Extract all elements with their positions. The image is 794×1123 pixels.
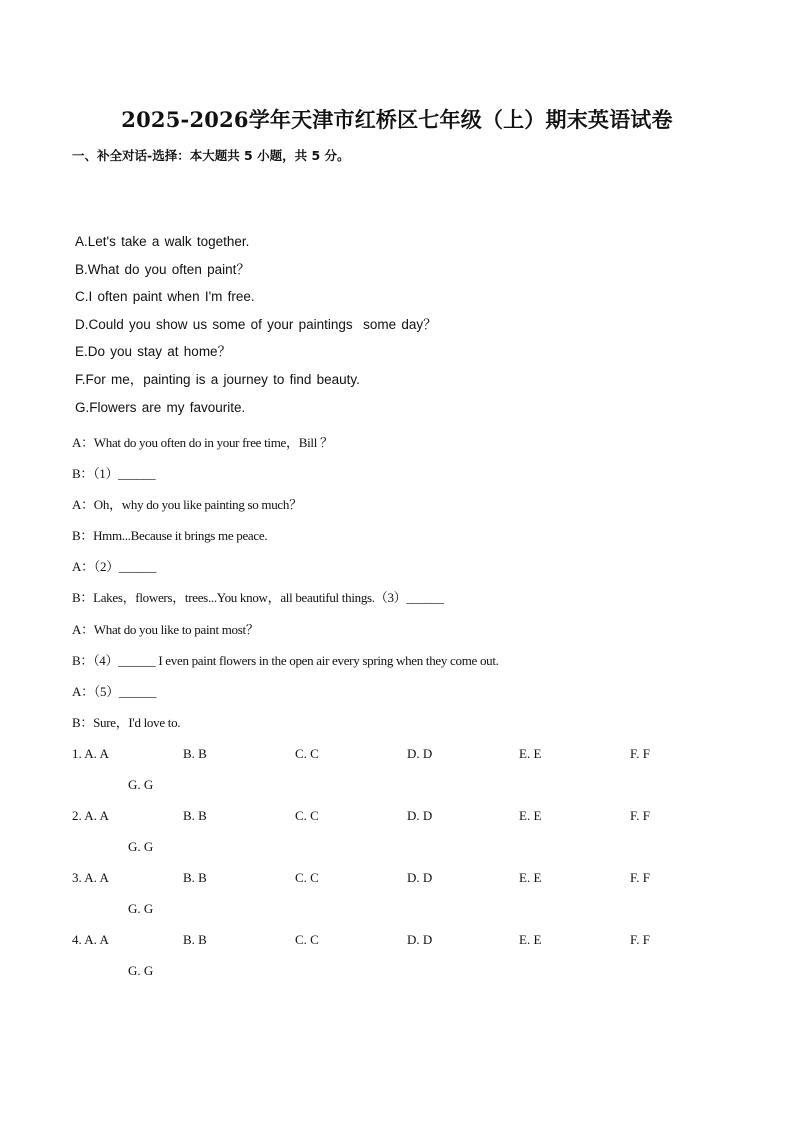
choice-a: A. A: [84, 746, 109, 761]
choice-c[interactable]: C. C: [295, 870, 319, 885]
choice-g[interactable]: G. G: [128, 963, 154, 978]
question-number: 4.: [72, 932, 82, 947]
dialogue-line: B：Lakes，flowers，trees...You know，all beautiful things.（3）______: [72, 590, 444, 606]
option-list: [75, 232, 437, 425]
question-row: [72, 806, 722, 837]
choice-b[interactable]: B. B: [183, 808, 207, 823]
choice-a: A. A: [84, 870, 109, 885]
question-number-and-choice-a[interactable]: [72, 806, 109, 826]
question-number: 1.: [72, 746, 82, 761]
section-heading: 一、补全对话-选择：本大题共 5 小题，共 5 分。: [72, 148, 350, 163]
choice-f[interactable]: F. F: [630, 870, 650, 885]
choice-a: A. A: [84, 808, 109, 823]
option-item: F.For me，painting is a journey to find beauty.: [75, 371, 360, 387]
question-number-and-choice-a[interactable]: [72, 868, 109, 888]
option-item: D.Could you show us some of your paintings some day？: [75, 316, 437, 332]
question-row-continued: [72, 899, 722, 930]
question-number-and-choice-a[interactable]: [72, 744, 109, 764]
choice-b[interactable]: B. B: [183, 932, 207, 947]
question-number: 3.: [72, 870, 82, 885]
dialogue-line: A：Oh，why do you like painting so much？: [72, 497, 302, 513]
dialogue: [72, 433, 499, 744]
question-row-continued: [72, 775, 722, 806]
choice-c[interactable]: C. C: [295, 932, 319, 947]
question-row-continued: [72, 961, 722, 992]
dialogue-line: B：（1）______: [72, 466, 156, 482]
choice-b[interactable]: B. B: [183, 870, 207, 885]
question-number-and-choice-a[interactable]: [72, 930, 109, 950]
choice-g[interactable]: G. G: [128, 777, 154, 792]
question-row: [72, 930, 722, 961]
answer-choices: [72, 744, 722, 992]
dialogue-line: B：Sure，I'd love to.: [72, 714, 181, 730]
choice-c[interactable]: C. C: [295, 808, 319, 823]
question-number: 2.: [72, 808, 82, 823]
question-row: [72, 868, 722, 899]
choice-d[interactable]: D. D: [407, 808, 433, 823]
choice-d[interactable]: D. D: [407, 746, 433, 761]
dialogue-line: A：What do you often do in your free time，Bill ？: [72, 435, 333, 450]
choice-d[interactable]: D. D: [407, 932, 433, 947]
question-row-continued: [72, 837, 722, 868]
choice-e[interactable]: E. E: [519, 932, 542, 947]
option-item: C.I often paint when I'm free.: [75, 289, 255, 305]
dialogue-line: B：（4）______ I even paint flowers in the open air every spring when they come out.: [72, 652, 499, 668]
option-item: A.Let's take a walk together.: [75, 234, 250, 249]
choice-c[interactable]: C. C: [295, 746, 319, 761]
dialogue-line: A：（5）______: [72, 683, 157, 699]
choice-a: A. A: [84, 932, 109, 947]
page-title: 2025-2026学年天津市红桥区七年级（上）期末英语试卷: [121, 107, 673, 132]
dialogue-line: A：What do you like to paint most？: [72, 621, 259, 637]
choice-e[interactable]: E. E: [519, 746, 542, 761]
choice-e[interactable]: E. E: [519, 808, 542, 823]
dialogue-line: B：Hmm...Because it brings me peace.: [72, 528, 268, 544]
option-item: E.Do you stay at home？: [75, 344, 232, 360]
option-item: G.Flowers are my favourite.: [75, 399, 246, 415]
dialogue-line: A：（2）______: [72, 559, 157, 575]
choice-g[interactable]: G. G: [128, 839, 154, 854]
choice-f[interactable]: F. F: [630, 808, 650, 823]
choice-b[interactable]: B. B: [183, 746, 207, 761]
choice-f[interactable]: F. F: [630, 932, 650, 947]
choice-e[interactable]: E. E: [519, 870, 542, 885]
option-item: B.What do you often paint？: [75, 261, 250, 277]
choice-d[interactable]: D. D: [407, 870, 433, 885]
question-row: [72, 744, 722, 775]
choice-f[interactable]: F. F: [630, 746, 650, 761]
choice-g[interactable]: G. G: [128, 901, 154, 916]
